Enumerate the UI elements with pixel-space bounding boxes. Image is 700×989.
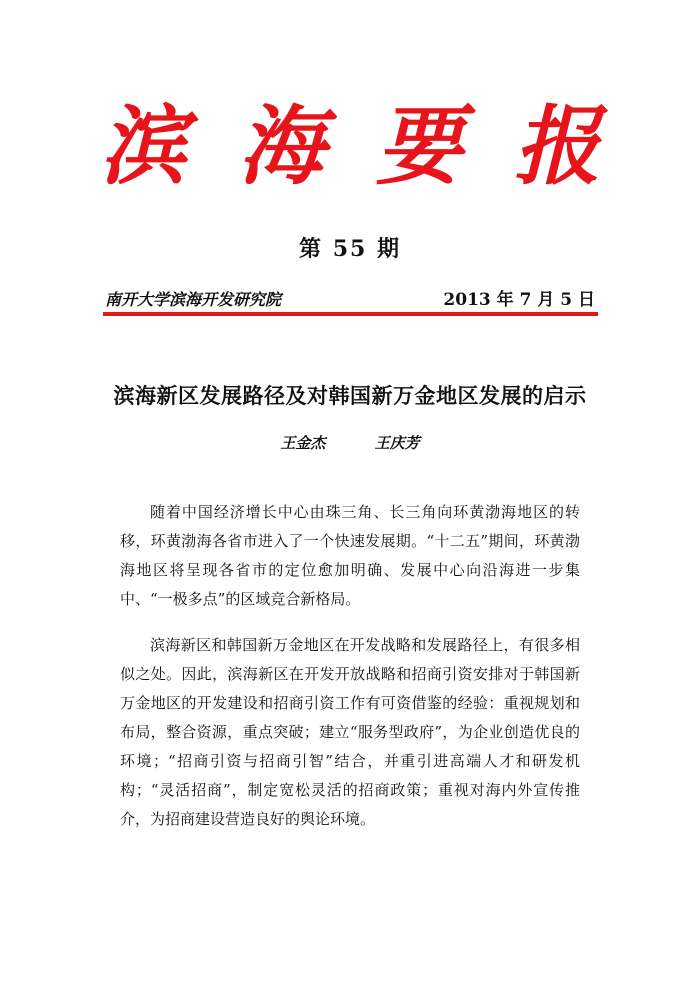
article-title: 滨海新区发展路径及对韩国新万金地区发展的启示 [113,383,587,408]
publication-info [105,285,595,310]
article-body [120,498,580,851]
masthead [100,96,600,197]
masthead-char: 要 [376,96,462,197]
issue-number: 第 55 期 [299,236,401,262]
author-name: 王庆芳 [374,434,420,452]
publication-date: 2013 年 7 月 5 日 [443,290,595,310]
masthead-char: 报 [514,96,600,197]
red-divider [103,312,598,316]
body-paragraph: 随着中国经济增长中心由珠三角、长三角向环黄渤海地区的转移，环黄渤海各省市进入了一个快速发展期。“十二五”期间，环黄渤海地区将呈现各省市的定位愈加明确、发展中心向沿海进一步集中、“一极多点”的区域竞合新格局。 [120,503,580,608]
masthead-char: 海 [238,96,324,197]
publisher-name: 南开大学滨海开发研究院 [105,290,282,309]
author-name: 王金杰 [280,434,326,452]
masthead-char: 滨 [100,96,186,197]
body-paragraph: 滨海新区和韩国新万金地区在开发战略和发展路径上，有很多相似之处。因此，滨海新区在开发开放战略和招商引资安排对于韩国新万金地区的开发建设和招商引资工作有可资借鉴的经验：重视规划和布局，整合资源，重点突破；建立“服务型政府”，为企业创造优良的环境；“招商引资与招商引智”结合，并重引进高端人才和研发机构；“灵活招商”，制定宽松灵活的招商政策；重视对海内外宣传推介，为招商建设营造良好的舆论环境。 [120,636,580,828]
article-authors [0,432,700,453]
